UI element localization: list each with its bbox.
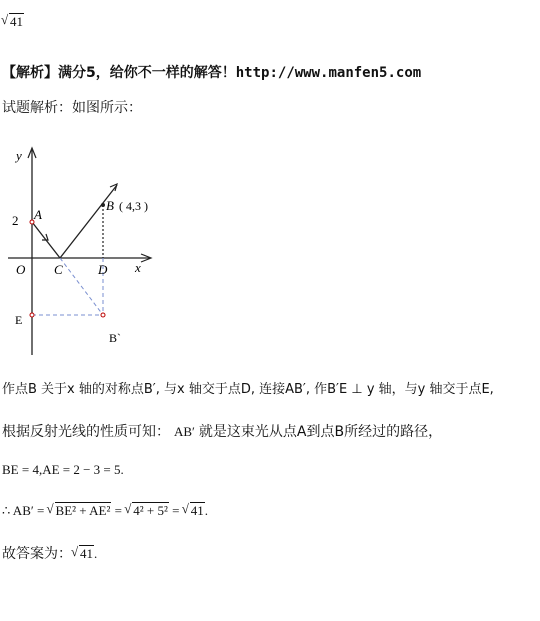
point-b-label: B [106, 198, 114, 213]
intro-text: 试题解析：如图所示： [2, 100, 142, 116]
sqrt-4-5 [125, 503, 169, 519]
sqrt-4-5-radicand: 4² + 5² [133, 503, 168, 518]
point-d-label: D [98, 262, 108, 277]
equals-sign-b: = [172, 503, 180, 518]
distance-lhs: ∴ AB′ = [2, 503, 45, 518]
point-bprime-label: B` [109, 331, 121, 345]
point-bprime-marker [101, 313, 105, 317]
point-b-coords: ( 4,3 ) [119, 199, 148, 213]
point-e-marker [30, 313, 34, 317]
geometry-figure [0, 138, 200, 360]
origin-label: O [16, 262, 26, 277]
sqrt-be-ae-radicand: BE² + AE² [55, 503, 111, 518]
construction-step: 作点B 关于x 轴的对称点B′, 与x 轴交于点D, 连接AB′, 作B′E ⊥ y 轴，与y 轴交于点E, [2, 382, 494, 397]
reasoning-expression: AB′ [174, 424, 195, 439]
source-url-link[interactable]: http://www.manfen5.com [235, 65, 422, 81]
distance-end: . [204, 503, 208, 518]
y-axis-label: y [16, 148, 22, 163]
point-c-label: C [54, 262, 63, 277]
sqrt-41-radicand: 41 [190, 503, 204, 518]
final-sqrt [72, 546, 94, 562]
equals-sign-a: = [114, 503, 122, 518]
reasoning-suffix: 就是这束光从点A到点B所经过的路径， [198, 424, 443, 440]
c-to-bprime-dashed [60, 258, 103, 315]
point-a-label: A [34, 207, 42, 222]
sqrt-41 [183, 503, 205, 519]
final-radicand: 41 [80, 546, 93, 561]
point-e-label: E [15, 313, 23, 327]
distance-equation [2, 503, 208, 519]
reasoning-prefix: 根据反射光线的性质可知： [2, 424, 170, 440]
final-end: . [94, 546, 98, 561]
reasoning-step [2, 421, 442, 441]
x-axis-label: x [135, 260, 141, 275]
top-answer-radicand: 41 [10, 14, 23, 29]
y-tick-2: 2 [12, 213, 19, 228]
sqrt-be-ae [48, 503, 112, 519]
analysis-tagline: 满分5，给你不一样的解答！ [58, 65, 236, 81]
point-b-marker [101, 203, 105, 207]
top-answer [2, 14, 24, 30]
analysis-label: 【解析】 [2, 65, 58, 81]
final-answer [2, 543, 97, 563]
length-equation: BE = 4,AE = 2 − 3 = 5. [2, 462, 124, 477]
reflected-ray [60, 185, 117, 258]
analysis-header [2, 62, 421, 82]
sqrt-symbol [2, 14, 24, 30]
final-answer-label: 故答案为： [2, 546, 72, 562]
